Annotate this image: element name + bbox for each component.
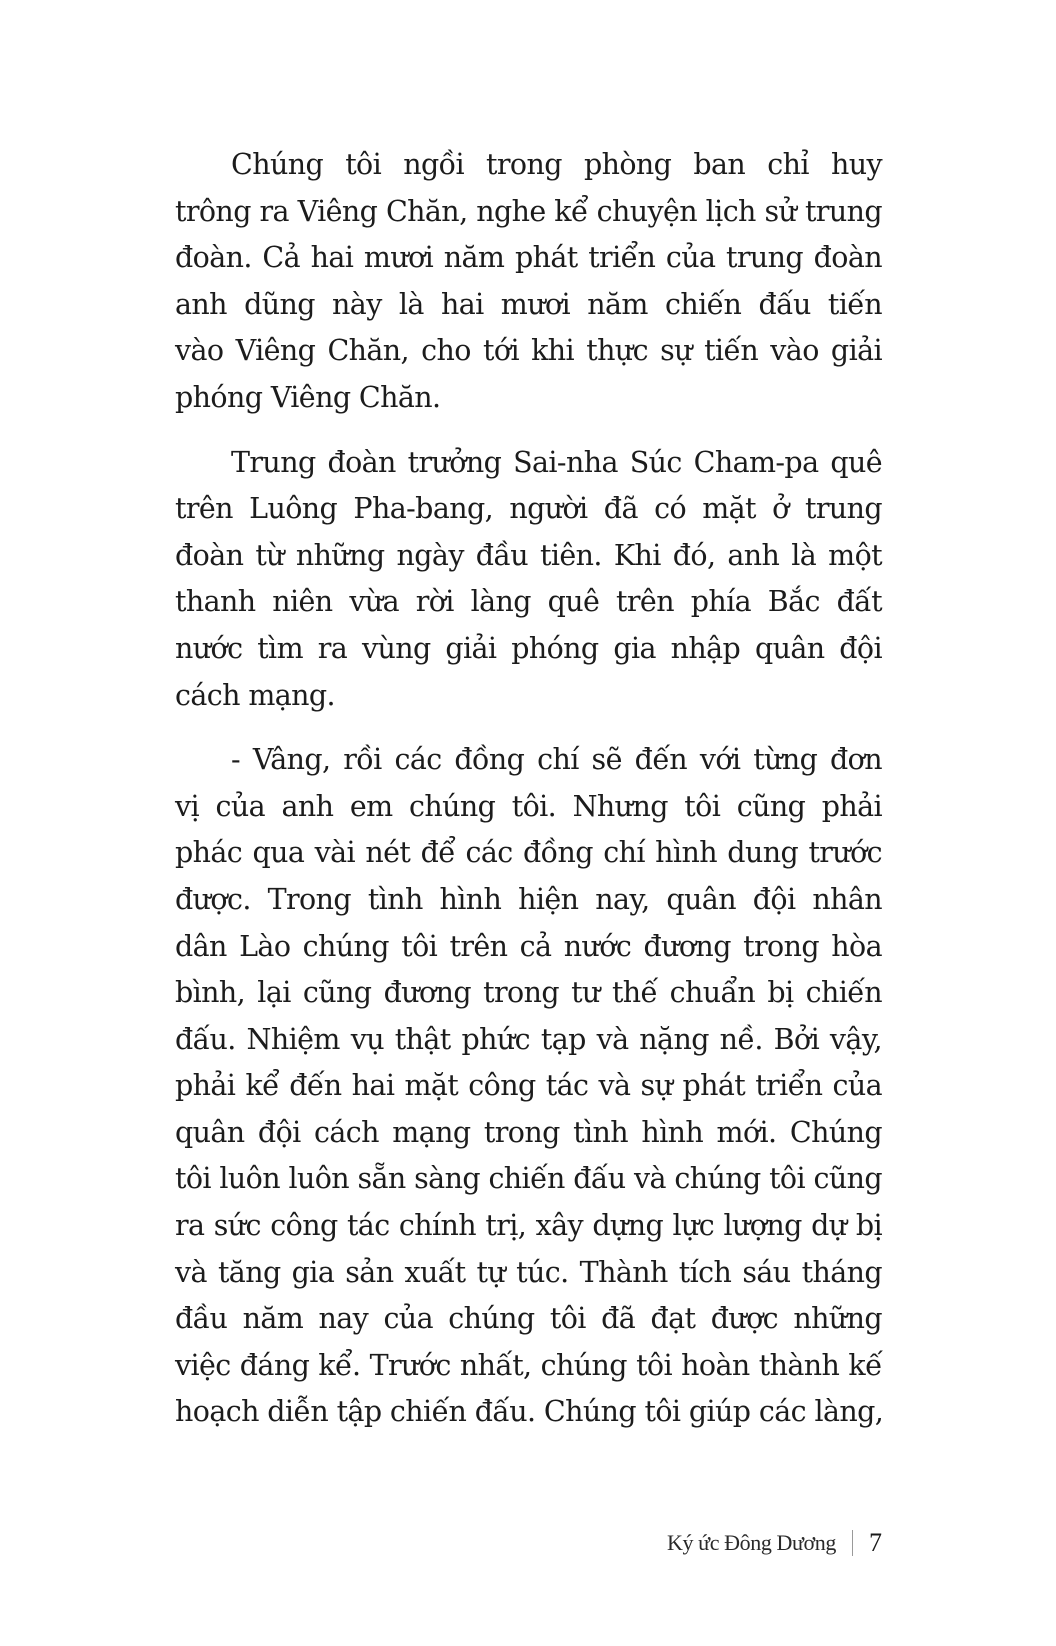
running-title: Ký ức Đông Dương (666, 1530, 836, 1555)
text-line: và tăng gia sản xuất tự túc. Thành tích sáu tháng (175, 1255, 882, 1289)
paragraph-3 (175, 737, 882, 1436)
text-line: quân đội cách mạng trong tình hình mới. Chúng (175, 1115, 882, 1149)
page-footer (667, 1528, 882, 1558)
text-line: tôi luôn luôn sẵn sàng chiến đấu và chúng tôi cũng (175, 1162, 882, 1196)
text-line: ra sức công tác chính trị, xây dựng lực lượng dự bị (175, 1209, 882, 1243)
paragraph-1 (175, 142, 882, 422)
text-line: vào Viêng Chăn, cho tới khi thực sự tiến vào giải (175, 334, 882, 368)
text-line: trông ra Viêng Chăn, nghe kể chuyện lịch sử trung (175, 194, 882, 228)
text-line: việc đáng kể. Trước nhất, chúng tôi hoàn thành kế (175, 1348, 882, 1382)
text-line: đoàn. Cả hai mươi năm phát triển của trung đoàn (175, 241, 882, 275)
text-line: đầu năm nay của chúng tôi đã đạt được những (175, 1302, 882, 1336)
page-number: 7 (869, 1528, 882, 1557)
text-line: Chúng tôi ngồi trong phòng ban chỉ huy (231, 148, 882, 181)
text-line: anh dũng này là hai mươi năm chiến đấu tiến (175, 287, 882, 321)
text-line: đoàn từ những ngày đầu tiên. Khi đó, anh là một (175, 538, 882, 572)
text-line: thanh niên vừa rời làng quê trên phía Bắc đất (175, 585, 882, 619)
text-line: vị của anh em chúng tôi. Nhưng tôi cũng phải (175, 789, 882, 823)
footer-divider (852, 1530, 853, 1556)
text-line: - Vâng, rồi các đồng chí sẽ đến với từng đơn (231, 743, 882, 777)
text-line: phóng Viêng Chăn. (175, 380, 441, 414)
text-line: hoạch diễn tập chiến đấu. Chúng tôi giúp các làng, (175, 1395, 884, 1429)
text-line: được. Trong tình hình hiện nay, quân đội nhân (175, 882, 882, 916)
paragraph-2 (175, 440, 882, 720)
text-line: phải kể đến hai mặt công tác và sự phát triển của (175, 1069, 882, 1103)
text-line: bình, lại cũng đương trong tư thế chuẩn bị chiến (175, 976, 882, 1010)
text-line: dân Lào chúng tôi trên cả nước đương trong hòa (175, 929, 882, 963)
text-line: cách mạng. (175, 678, 336, 712)
text-line: trên Luông Pha-bang, người đã có mặt ở trung (175, 492, 882, 526)
text-line: phác qua vài nét để các đồng chí hình dung trước (175, 836, 882, 870)
text-line: đấu. Nhiệm vụ thật phức tạp và nặng nề. Bởi vậy, (175, 1022, 882, 1056)
text-line: nước tìm ra vùng giải phóng gia nhập quân đội (175, 631, 882, 665)
text-line: Trung đoàn trưởng Sai-nha Súc Cham-pa quê (231, 445, 882, 479)
body-text (175, 142, 882, 1454)
